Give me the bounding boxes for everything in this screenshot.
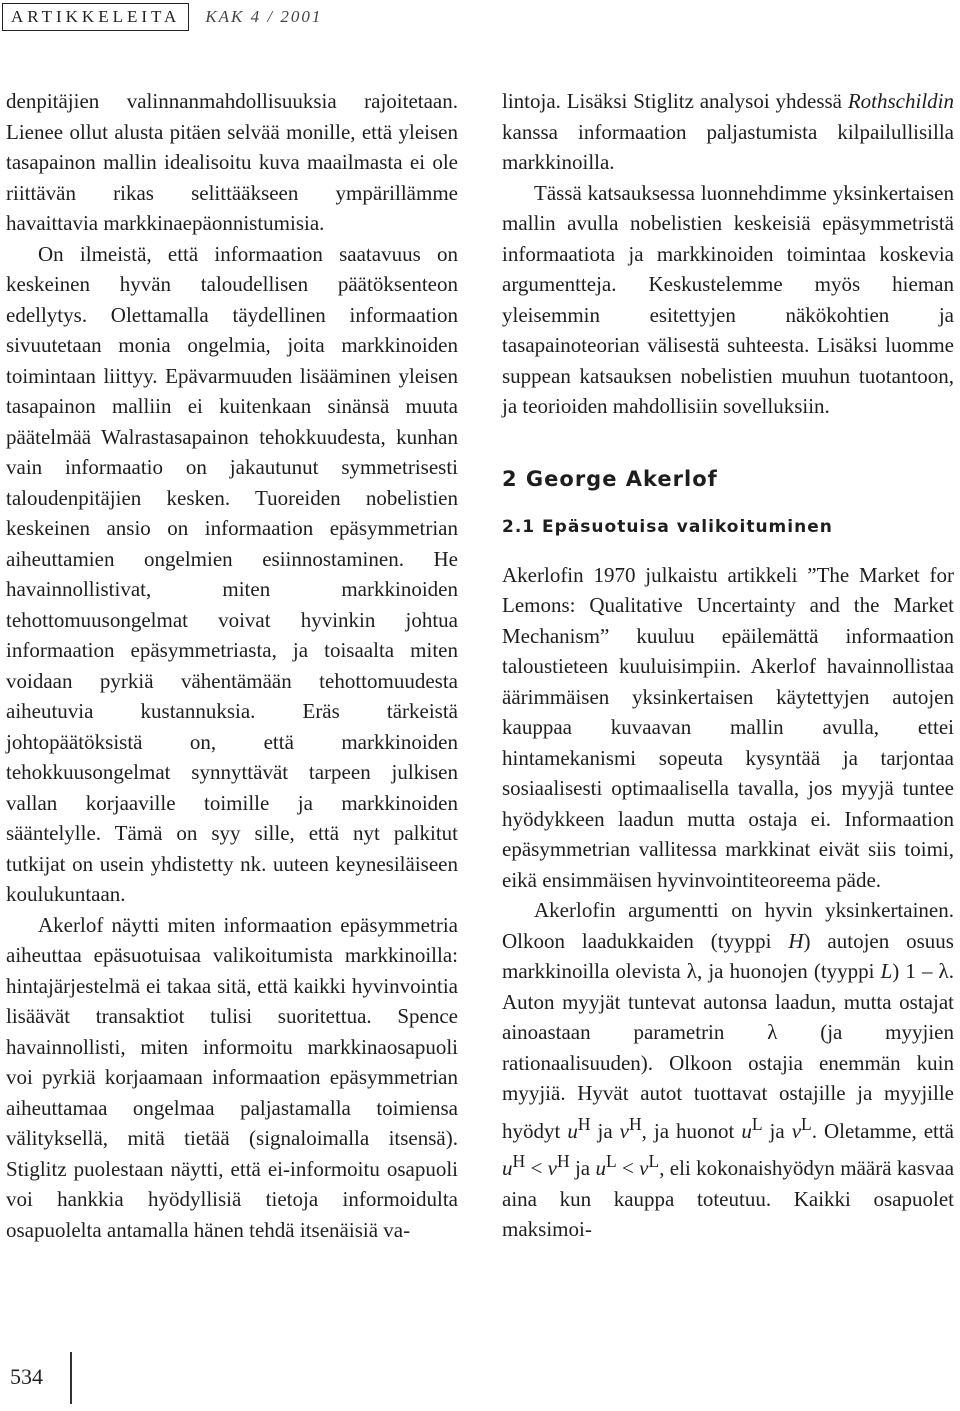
- section-label: ARTIKKELEITA: [2, 3, 189, 31]
- right-column: [502, 86, 954, 1245]
- running-header: [2, 2, 322, 32]
- paragraph: denpitäjien valinnanmahdollisuuksia rajoitetaan. Lienee ollut alusta pitäen selvää monille, että yleisen tasapainon mallin idealisoitu kuva maailmasta ei ole riittävän rikas selittääkseen ympärillämme havaittavia markkinaepäonnistumisia.: [6, 89, 458, 235]
- page-number: 534: [10, 1364, 43, 1389]
- paragraph: Tässä katsauksessa luonnehdimme yksinkertaisen mallin avulla nobelistien keskeisiä epäsymmetristä informaatiota ja markkinoiden toimintaa koskevia argumentteja. Keskustelemme myös hieman yleisemmin esitettyjen näkökohtien ja tasapainoteorian välisestä suhteesta. Lisäksi luomme suppean katsauksen nobelistien muuhun tuotantoon, ja teorioiden mahdollisiin sovelluksiin.: [502, 180, 954, 418]
- footer-divider: [70, 1352, 72, 1404]
- subsection-heading: 2.1 Epäsuotuisa valikoituminen: [502, 516, 833, 537]
- author-name: Rothschildin: [847, 89, 954, 113]
- paragraph: Akerlof näytti miten informaation epäsymmetria aiheuttaa epäsuotuisaa valikoitumista markkinoilla: hintajärjestelmä ei takaa sitä, että kaikki hyvinvointia lisäävät transaktiot tulisi suoritettua. Spence havainnollisti, miten informoitu markkinaosapuoli voi pyrkiä korjaamaan informaation epäsymmetrian aiheuttamaa ongelmaa paljastamalla toimiensa välityksellä, mitä tietää (signaloimalla itsensä). Stiglitz puolestaan näytti, että ei-informoitu osapuoli voi hankkia hyödyllisiä tietoja informoidulta osapuolelta antamalla hänen tehdä itsenäisiä va-: [6, 912, 458, 1242]
- paragraph: On ilmeistä, että informaation saatavuus on keskeinen hyvän taloudellisen päätöksenteon edellytys. Olettamalla täydellinen informaation sivuutetaan monia ongelmia, joita markkinoiden toimintaan liittyy. Epävarmuuden lisääminen yleisen tasapainon malliin ei kuitenkaan sinänsä muuta päätelmää Walrastasapainon tehokkuudesta, kunhan vain informaatio on jakautunut symmetrisesti taloudenpitäjien kesken. Tuoreiden nobelistien keskeinen ansio on informaation epäsymmetrian aiheuttamien ongelmien esiinnostaminen. He havainnollistivat, miten markkinoiden tehottomuusongelmat voivat hyvinkin johtua informaation epäsymmetriasta, ja toisaalta miten voidaan pyrkiä vähentämään tehottomuudesta aiheutuvia kustannuksia. Eräs tärkeistä johtopäätöksistä on, että markkinoiden tehokkuusongelmat synnyttävät tarpeen julkisen vallan korjaaville toimille ja markkinoiden sääntelylle. Tämä on syy sille, että nyt palkitut tutkijat on usein yhdistetty nk. uuteen keynesiläiseen koulukuntaan.: [6, 241, 458, 906]
- paragraph: Akerlofin argumentti on hyvin yksinkertainen. Olkoon laadukkaiden (tyyppi H) autojen osuus markkinoilla olevista λ, ja huonojen (tyyppi L) 1 – λ. Auton myyjät tuntevat autonsa laadun, mutta ostajat ainoastaan parametrin λ (ja myyjien rationaalisuuden). Olkoon ostajia enemmän kuin myyjiä. Hyvät autot tuottavat ostajille ja myyjille hyödyt $u^H$ ja $v^H$, ja huonot $u^L$ ja $v^L$. Oletamme, että $u^H < v^H$ ja $u^L < v^L$, eli kokonaishyödyn määrä kasvaa aina kun kauppa toteutuu. Kaikki osapuolet maksimoi-: [502, 898, 955, 1241]
- journal-issue: KAK 4 / 2001: [205, 7, 323, 26]
- left-column: [6, 86, 458, 1245]
- paragraph: Akerlofin 1970 julkaistu artikkeli ”The Market for Lemons: Qualitative Uncertainty and the Market Mechanism” kuuluu epäilemättä informaation taloustieteen kuuluisimpiin. Akerlof havainnollistaa äärimmäisen yksinkertaisen käytettyjen autojen kauppaa kuvaavan mallin avulla, ettei hintamekanismi sopeuta kysyntää ja tarjontaa sosiaalisesti optimaalisella tavalla, jos myyjä tuntee hyödykkeen laadun mutta ostaja ei. Informaation epäsymmetrian vallitessa markkinat eivät siis toimi, eikä ensimmäisen hyvinvointiteoreema päde.: [502, 562, 954, 892]
- section-heading: 2 George Akerlof: [502, 466, 718, 491]
- paragraph: lintoja. Lisäksi Stiglitz analysoi yhdessä Rothschildin kanssa informaation paljastumista kilpailullisilla markkinoilla.: [502, 89, 954, 174]
